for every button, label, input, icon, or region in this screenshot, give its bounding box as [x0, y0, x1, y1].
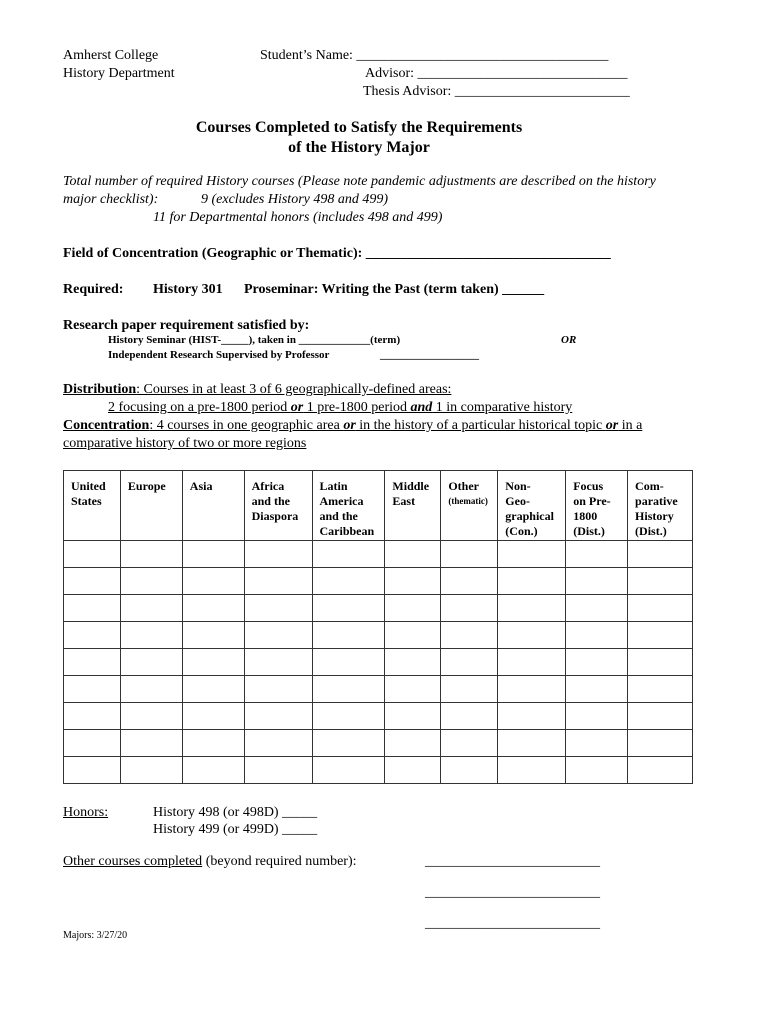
column-header-line: Com-: [635, 479, 664, 493]
table-cell[interactable]: [385, 703, 441, 730]
required-course: History 301: [153, 282, 223, 297]
table-cell[interactable]: [244, 676, 312, 703]
table-cell[interactable]: [628, 622, 693, 649]
table-cell[interactable]: [312, 568, 385, 595]
table-cell[interactable]: [120, 757, 182, 784]
page-title-line2: of the History Major: [288, 139, 430, 156]
column-header: [312, 471, 385, 541]
table-row: [64, 676, 693, 703]
courses-table: [63, 470, 693, 784]
table-cell[interactable]: [64, 676, 121, 703]
table-cell[interactable]: [498, 730, 566, 757]
table-cell[interactable]: [628, 676, 693, 703]
table-cell[interactable]: [120, 622, 182, 649]
concentration-text-b: in the history of a particular historical topic: [355, 418, 606, 433]
table-cell[interactable]: [64, 541, 121, 568]
distribution-and: and: [410, 400, 433, 415]
distribution-text-b: 1 pre-1800 period: [303, 400, 411, 415]
table-cell[interactable]: [566, 649, 628, 676]
honors-item-499[interactable]: History 499 (or 499D) _____: [153, 822, 318, 837]
table-cell[interactable]: [312, 676, 385, 703]
table-row: [64, 595, 693, 622]
column-header-line: graphical: [505, 509, 554, 523]
column-header-line: Middle: [392, 479, 430, 493]
table-cell[interactable]: [312, 541, 385, 568]
other-courses-blank-3[interactable]: _________________________: [425, 916, 600, 931]
distribution-text-c: 1 in comparative history: [432, 400, 573, 415]
table-cell[interactable]: [64, 622, 121, 649]
column-header: [64, 471, 121, 541]
table-cell[interactable]: [385, 676, 441, 703]
table-cell[interactable]: [385, 649, 441, 676]
table-cell[interactable]: [628, 595, 693, 622]
table-cell[interactable]: [628, 541, 693, 568]
column-header-line: and the: [319, 509, 358, 523]
table-cell[interactable]: [628, 730, 693, 757]
table-cell[interactable]: [244, 595, 312, 622]
distribution-text-a: 2 focusing on a pre-1800 period: [108, 400, 291, 415]
research-option-independent: Independent Research Supervised by Professor: [108, 349, 330, 361]
research-option-seminar[interactable]: History Seminar (HIST-_____), taken in _____________(term): [108, 334, 401, 346]
table-row: [64, 541, 693, 568]
page-title-line1: Courses Completed to Satisfy the Requirements: [195, 119, 523, 136]
column-header-line: Asia: [189, 479, 213, 493]
thesis-advisor-field[interactable]: Thesis Advisor: _________________________: [363, 84, 630, 99]
table-cell[interactable]: [312, 649, 385, 676]
column-header: [498, 471, 566, 541]
column-header-line: Diaspora: [251, 509, 299, 523]
table-cell[interactable]: [385, 568, 441, 595]
table-cell[interactable]: [566, 622, 628, 649]
column-header: [244, 471, 312, 541]
column-header-line: History: [635, 509, 674, 523]
table-cell[interactable]: [628, 757, 693, 784]
table-cell[interactable]: [628, 649, 693, 676]
column-header-line: parative: [635, 494, 678, 508]
table-cell[interactable]: [498, 703, 566, 730]
table-cell[interactable]: [64, 730, 121, 757]
table-cell[interactable]: [498, 541, 566, 568]
column-header-line: States: [71, 494, 102, 508]
table-cell[interactable]: [120, 703, 182, 730]
table-cell[interactable]: [566, 703, 628, 730]
column-header-line: Geo-: [505, 494, 530, 508]
table-cell[interactable]: [441, 649, 498, 676]
table-cell[interactable]: [498, 568, 566, 595]
intro-line1: Total number of required History courses (Please note pandemic adjustments are described on the history: [63, 174, 656, 189]
column-header: [566, 471, 628, 541]
table-header-row: [64, 471, 693, 541]
column-header-line: Other: [448, 479, 479, 493]
table-cell[interactable]: [566, 730, 628, 757]
table-cell[interactable]: [182, 622, 244, 649]
college-name: Amherst College: [63, 48, 159, 63]
table-cell[interactable]: [182, 541, 244, 568]
table-cell[interactable]: [441, 622, 498, 649]
column-header-line: America: [319, 494, 364, 508]
column-header: [385, 471, 441, 541]
concentration-line2: comparative history of two or more regions: [63, 436, 307, 451]
table-cell[interactable]: [498, 622, 566, 649]
table-cell[interactable]: [628, 568, 693, 595]
table-cell[interactable]: [498, 757, 566, 784]
required-desc[interactable]: Proseminar: Writing the Past (term taken) ______: [244, 282, 545, 297]
table-body: [64, 541, 693, 784]
table-cell[interactable]: [182, 757, 244, 784]
distribution-or: or: [290, 400, 304, 415]
column-header-line: East: [392, 494, 416, 508]
table-cell[interactable]: [566, 757, 628, 784]
column-header: [628, 471, 693, 541]
table-row: [64, 757, 693, 784]
intro-line3: 11 for Departmental honors (includes 498 and 499): [153, 210, 443, 225]
table-cell[interactable]: [498, 649, 566, 676]
distribution-text: : Courses in at least 3 of 6 geographically-defined areas:: [136, 382, 452, 397]
table-cell[interactable]: [182, 703, 244, 730]
other-courses-line: [63, 853, 357, 870]
other-courses-label: Other courses completed: [63, 854, 203, 869]
advisor-field[interactable]: Advisor: ______________________________: [365, 66, 628, 81]
table-cell[interactable]: [385, 595, 441, 622]
table-cell[interactable]: [385, 541, 441, 568]
table-cell[interactable]: [182, 649, 244, 676]
research-professor-blank[interactable]: __________________: [380, 349, 479, 361]
table-cell[interactable]: [120, 730, 182, 757]
table-cell[interactable]: [182, 730, 244, 757]
table-cell[interactable]: [182, 568, 244, 595]
column-header-line: 1800: [573, 509, 598, 523]
column-header-line: Caribbean: [319, 524, 375, 538]
column-header-line: (Dist.): [573, 524, 605, 538]
other-courses-blank-2[interactable]: _________________________: [425, 885, 600, 900]
table-cell[interactable]: [120, 568, 182, 595]
table-cell[interactable]: [441, 541, 498, 568]
concentration-label: Concentration: [63, 418, 150, 433]
concentration-or-1: or: [343, 418, 356, 433]
intro-line2-label: major checklist):: [63, 192, 159, 207]
table-cell[interactable]: [120, 676, 182, 703]
column-header-line: (Dist.): [635, 524, 667, 538]
table-row: [64, 730, 693, 757]
concentration-text-c: in a: [618, 418, 643, 433]
table-cell[interactable]: [312, 622, 385, 649]
column-header-line: and the: [251, 494, 290, 508]
table-cell[interactable]: [312, 703, 385, 730]
column-header-sub: (thematic): [448, 496, 488, 506]
table-cell[interactable]: [498, 595, 566, 622]
table-cell[interactable]: [312, 595, 385, 622]
distribution-label: Distribution: [63, 382, 137, 397]
honors-label: Honors:: [63, 805, 109, 820]
column-header: [441, 471, 498, 541]
table-cell[interactable]: [120, 541, 182, 568]
distribution-line1: [63, 381, 451, 398]
table-cell[interactable]: [64, 595, 121, 622]
table-cell[interactable]: [244, 568, 312, 595]
table-cell[interactable]: [64, 703, 121, 730]
column-header-line: (Con.): [505, 524, 538, 538]
other-courses-blank-1[interactable]: _________________________: [425, 854, 600, 869]
table-cell[interactable]: [628, 703, 693, 730]
table-cell[interactable]: [566, 541, 628, 568]
distribution-line2: [108, 399, 572, 416]
column-header-line: United: [71, 479, 106, 493]
table-cell[interactable]: [244, 622, 312, 649]
table-cell[interactable]: [441, 703, 498, 730]
table-cell[interactable]: [498, 676, 566, 703]
column-header-line: Focus: [573, 479, 604, 493]
table-cell[interactable]: [441, 676, 498, 703]
table-cell[interactable]: [441, 730, 498, 757]
table-cell[interactable]: [120, 595, 182, 622]
table-cell[interactable]: [566, 676, 628, 703]
table-cell[interactable]: [244, 730, 312, 757]
column-header-line: Africa: [251, 479, 285, 493]
student-name-field[interactable]: Student’s Name: ____________________________________: [260, 48, 609, 63]
footer-version: Majors: 3/27/20: [63, 930, 128, 941]
table-cell[interactable]: [64, 757, 121, 784]
required-label: Required:: [63, 282, 124, 297]
concentration-line1: [63, 417, 642, 434]
field-of-concentration[interactable]: Field of Concentration (Geographic or Thematic): ___________________________________: [63, 246, 611, 261]
table-cell[interactable]: [566, 595, 628, 622]
table-cell[interactable]: [312, 757, 385, 784]
column-header-line: Non-: [505, 479, 531, 493]
table-row: [64, 703, 693, 730]
table-cell[interactable]: [385, 622, 441, 649]
table-cell[interactable]: [566, 568, 628, 595]
column-header: [120, 471, 182, 541]
table-cell[interactable]: [385, 730, 441, 757]
table-cell[interactable]: [441, 757, 498, 784]
column-header-line: on Pre-: [573, 494, 611, 508]
table-cell[interactable]: [385, 757, 441, 784]
table-cell[interactable]: [120, 649, 182, 676]
table-cell[interactable]: [182, 595, 244, 622]
table-row: [64, 568, 693, 595]
honors-item-498[interactable]: History 498 (or 498D) _____: [153, 805, 318, 820]
table-cell[interactable]: [244, 541, 312, 568]
column-header: [182, 471, 244, 541]
table-cell[interactable]: [441, 568, 498, 595]
department-name: History Department: [63, 66, 175, 81]
research-or: OR: [561, 334, 577, 346]
concentration-text-a: : 4 courses in one geographic area: [149, 418, 344, 433]
table-cell[interactable]: [244, 649, 312, 676]
column-header-line: Europe: [127, 479, 166, 493]
table-cell[interactable]: [441, 595, 498, 622]
research-heading: Research paper requirement satisfied by:: [63, 318, 310, 333]
column-header-line: Latin: [319, 479, 348, 493]
table-cell[interactable]: [312, 730, 385, 757]
table-cell[interactable]: [64, 649, 121, 676]
table-cell[interactable]: [64, 568, 121, 595]
concentration-or-2: or: [605, 418, 619, 433]
table-row: [64, 622, 693, 649]
intro-line2-value: 9 (excludes History 498 and 499): [201, 192, 389, 207]
table-row: [64, 649, 693, 676]
table-cell[interactable]: [244, 703, 312, 730]
table-cell[interactable]: [244, 757, 312, 784]
table-cell[interactable]: [182, 676, 244, 703]
other-courses-suffix: (beyond required number):: [202, 854, 357, 869]
